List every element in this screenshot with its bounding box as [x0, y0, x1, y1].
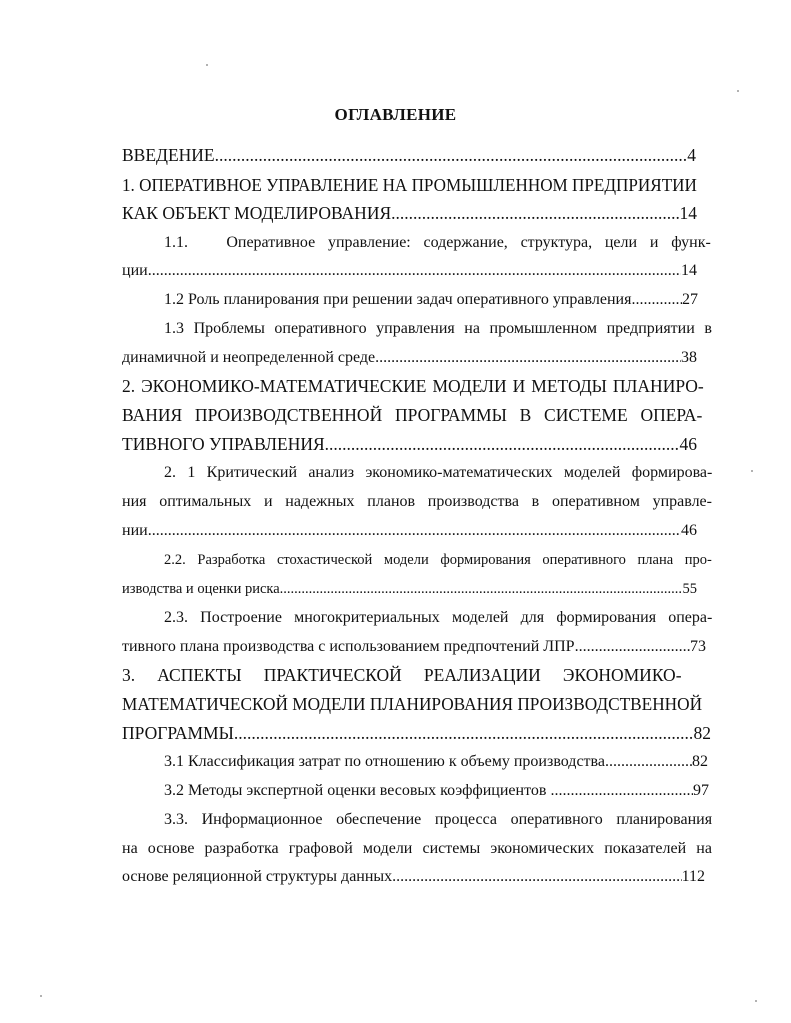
toc-section-2-1-line-3 [122, 521, 697, 541]
toc-entry-text: КАК ОБЪЕКТ МОДЕЛИРОВАНИЯ [122, 203, 392, 223]
toc-leader-dots [234, 723, 694, 743]
toc-chapter-1-line-1 [122, 175, 697, 195]
toc-section-3-3-line-2 [122, 839, 712, 859]
toc-section-1-3-line-1 [164, 319, 712, 339]
toc-page-number: 73 [690, 638, 706, 655]
toc-leader-dots [605, 752, 692, 772]
toc-page-number: 55 [682, 581, 697, 597]
toc-section-1-3-line-2 [122, 348, 697, 368]
toc-entry-text: 3.3. Информационное обеспечение процесса оперативного планирования [164, 811, 712, 828]
scan-speck [737, 90, 739, 92]
toc-page-number: 14 [679, 203, 697, 223]
toc-leader-dots [391, 203, 679, 223]
toc-chapter-2-line-2 [122, 405, 702, 425]
toc-leader-dots [280, 579, 683, 599]
toc-section-1-1-line-1 [164, 233, 711, 253]
toc-entry-text: нии [122, 522, 148, 539]
toc-entry-text: 2.3. Построение многокритериальных моделей для формирования опера- [164, 609, 712, 626]
scan-speck [751, 470, 753, 472]
toc-chapter-3-line-3 [122, 723, 711, 743]
toc-page-number: 112 [681, 868, 705, 885]
toc-chapter-3-line-2 [122, 694, 702, 714]
scan-speck [206, 64, 208, 66]
toc-section-2-2-line-2 [122, 579, 697, 599]
toc-page-number: 27 [682, 291, 698, 308]
toc-entry-text: ВВЕДЕНИЕ [122, 145, 215, 165]
toc-section-2-3-line-1 [164, 608, 712, 628]
page-title: ОГЛАВЛЕНИЕ [334, 105, 457, 124]
toc-page-number: 82 [692, 753, 708, 770]
toc-chapter-2-line-3 [122, 434, 697, 454]
toc-leader-dots [392, 867, 681, 887]
toc-entry-text: изводства и оценки риска [122, 581, 280, 597]
toc-entry-text: 1.1. Оперативное управление: содержание, структура, цели и функ- [164, 234, 711, 251]
toc-entry-text: ВАНИЯ ПРОИЗВОДСТВЕННОЙ ПРОГРАММЫ В СИСТЕМЕ ОПЕРА- [122, 405, 702, 425]
scan-speck [40, 995, 42, 997]
toc-entry-text: ния оптимальных и надежных планов производства в оперативном управле- [122, 493, 712, 510]
toc-section-3-3-line-3 [122, 867, 705, 887]
toc-entry-text: 1.3 Проблемы оперативного управления на промышленном предприятии в [164, 320, 712, 337]
toc-entry-text: динамичной и неопределенной среде [122, 349, 376, 366]
toc-page-number: 97 [693, 782, 709, 799]
toc-chapter-1-line-2 [122, 203, 697, 223]
toc-entry-text: 1.2 Роль планирования при решении задач оперативного управления [164, 291, 632, 308]
scan-speck [755, 1000, 757, 1002]
toc-page-number: 46 [679, 434, 697, 454]
toc-entry-text: на основе разработка графовой модели системы экономических показателей на [122, 840, 712, 857]
toc-entry-text: МАТЕМАТИЧЕСКОЙ МОДЕЛИ ПЛАНИРОВАНИЯ ПРОИЗВОДСТВЕННОЙ [122, 694, 702, 714]
toc-entry-text: 1. ОПЕРАТИВНОЕ УПРАВЛЕНИЕ НА ПРОМЫШЛЕННОМ ПРЕДПРИЯТИИ [122, 175, 697, 195]
toc-entry-text: 2. 1 Критический анализ экономико-математических моделей формирова- [164, 464, 712, 481]
toc-entry-intro [122, 145, 696, 165]
toc-section-1-1-line-2 [122, 261, 697, 281]
toc-page-number: 46 [681, 522, 697, 539]
toc-leader-dots [550, 781, 693, 801]
toc-section-2-3-line-2 [122, 637, 706, 657]
toc-entry-text: 2. ЭКОНОМИКО-МАТЕМАТИЧЕСКИЕ МОДЕЛИ И МЕТОДЫ ПЛАНИРО- [122, 376, 704, 396]
toc-section-1-2 [164, 290, 698, 310]
toc-section-3-2 [164, 781, 709, 801]
toc-section-2-1-line-2 [122, 492, 712, 512]
toc-chapter-3-line-1 [122, 665, 682, 685]
toc-leader-dots [325, 434, 680, 454]
toc-page-number: 38 [681, 349, 697, 366]
toc-entry-text: 2.2. Разработка стохастической модели формирования оперативного плана про- [164, 552, 712, 568]
toc-entry-text: ции [122, 262, 148, 279]
toc-leader-dots [631, 290, 682, 310]
toc-leader-dots [575, 637, 690, 657]
toc-entry-text: тивного плана производства с использованием предпочтений ЛПР [122, 638, 575, 655]
toc-leader-dots [375, 348, 681, 368]
toc-entry-text: ПРОГРАММЫ [122, 723, 234, 743]
toc-entry-text: 3.2 Методы экспертной оценки весовых коэффициентов [164, 782, 551, 799]
toc-leader-dots [148, 521, 681, 541]
toc-section-3-1 [164, 752, 708, 772]
toc-chapter-2-line-1 [122, 376, 704, 396]
toc-leader-dots [215, 145, 688, 165]
toc-section-3-3-line-1 [164, 810, 712, 830]
toc-page-number: 14 [681, 262, 697, 279]
toc-leader-dots [148, 261, 681, 281]
toc-entry-text: основе реляционной структуры данных [122, 868, 393, 885]
toc-page-number: 82 [693, 723, 711, 743]
toc-page-number: 4 [687, 145, 696, 165]
toc-section-2-1-line-1 [164, 463, 712, 483]
toc-entry-text: 3. АСПЕКТЫ ПРАКТИЧЕСКОЙ РЕАЛИЗАЦИИ ЭКОНОМИКО- [122, 665, 682, 685]
toc-entry-text: ТИВНОГО УПРАВЛЕНИЯ [122, 434, 325, 454]
toc-section-2-2-line-1 [164, 550, 712, 570]
toc-entry-text: 3.1 Классификация затрат по отношению к объему производства [164, 753, 605, 770]
